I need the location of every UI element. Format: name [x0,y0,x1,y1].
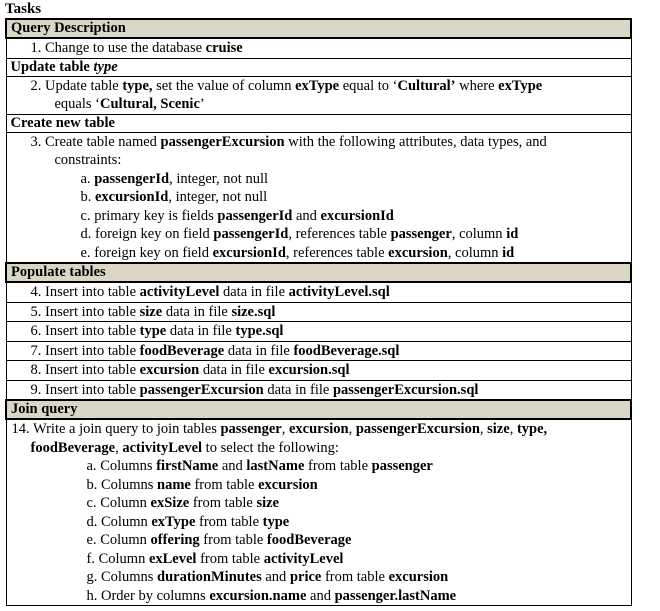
section-header-label: Query Description [6,19,631,38]
task-row [6,361,631,381]
task-row [6,38,631,58]
task-2-line-2: equals ‘Cultural, Scenic’ [54,96,205,112]
task-2-line-1: 2. Update table type, set the value of column exType equal to ‘Cultural’ where exType [30,77,543,94]
section-header-label: Join query [6,400,631,419]
section-header-join-query [6,400,631,419]
task-14-item-h: h. Order by columns excursion.name and passenger.lastName [86,587,457,604]
section-header-label: Populate tables [6,263,631,282]
task-14-item-f: f. Column exLevel from table activityLevel [86,550,344,567]
task-14-item-a: a. Columns firstName and lastName from table passenger [86,458,433,474]
task-row [6,76,631,114]
task-row [6,419,631,606]
task-14-item-c: c. Column exSize from table size [86,495,279,511]
task-6: 6. Insert into table type data in file type.sql [30,323,284,339]
task-3-item-d: d. foreign key on field passengerId, references table passenger, column id [80,226,519,242]
task-row [6,341,631,361]
task-3-item-c: c. primary key is fields passengerId and excursionId [80,207,394,224]
section-header-query-description [6,19,631,38]
task-3-line-1: 3. Create table named passengerExcursion with the following attributes, data types, and [30,133,547,150]
section-header-create-table [6,114,631,132]
task-row [6,380,631,400]
task-3-item-b: b. excursionId, integer, not null [80,189,268,205]
task-4: 4. Insert into table activityLevel data in file activityLevel.sql [30,284,390,300]
task-14-line-1: 14. Write a join query to join tables passenger, excursion, passengerExcursion, size, type, [11,421,548,437]
task-3-item-a: a. passengerId, integer, not null [80,170,269,187]
task-5: 5. Insert into table size data in file size.sql [30,303,276,320]
task-7: 7. Insert into table foodBeverage data in file foodBeverage.sql [30,342,400,359]
task-row [6,302,631,322]
task-row [6,132,631,263]
section-header-label: Create new table [6,114,631,132]
task-14-item-d: d. Column exType from table type [86,513,290,530]
task-9: 9. Insert into table passengerExcursion data in file passengerExcursion.sql [30,381,479,398]
section-header-update-table: Update table type [6,58,631,76]
task-row [6,282,631,302]
tasks-table [5,18,632,606]
task-14-line-2: foodBeverage, activityLevel to select the following: [30,439,339,456]
task-8: 8. Insert into table excursion data in file excursion.sql [30,362,350,378]
task-row [6,322,631,342]
task-14-item-g: g. Columns durationMinutes and price from table excursion [86,569,449,585]
task-3-line-2: constraints: [54,152,122,168]
document-title: Tasks [5,1,42,17]
task-3-item-e: e. foreign key on field excursionId, references table excursion, column id [80,244,515,261]
task-14-item-b: b. Columns name from table excursion [86,476,318,493]
task-14-item-e: e. Column offering from table foodBeverage [86,532,352,548]
task-1: 1. Change to use the database cruise [30,40,243,56]
section-header-populate-tables [6,263,631,282]
